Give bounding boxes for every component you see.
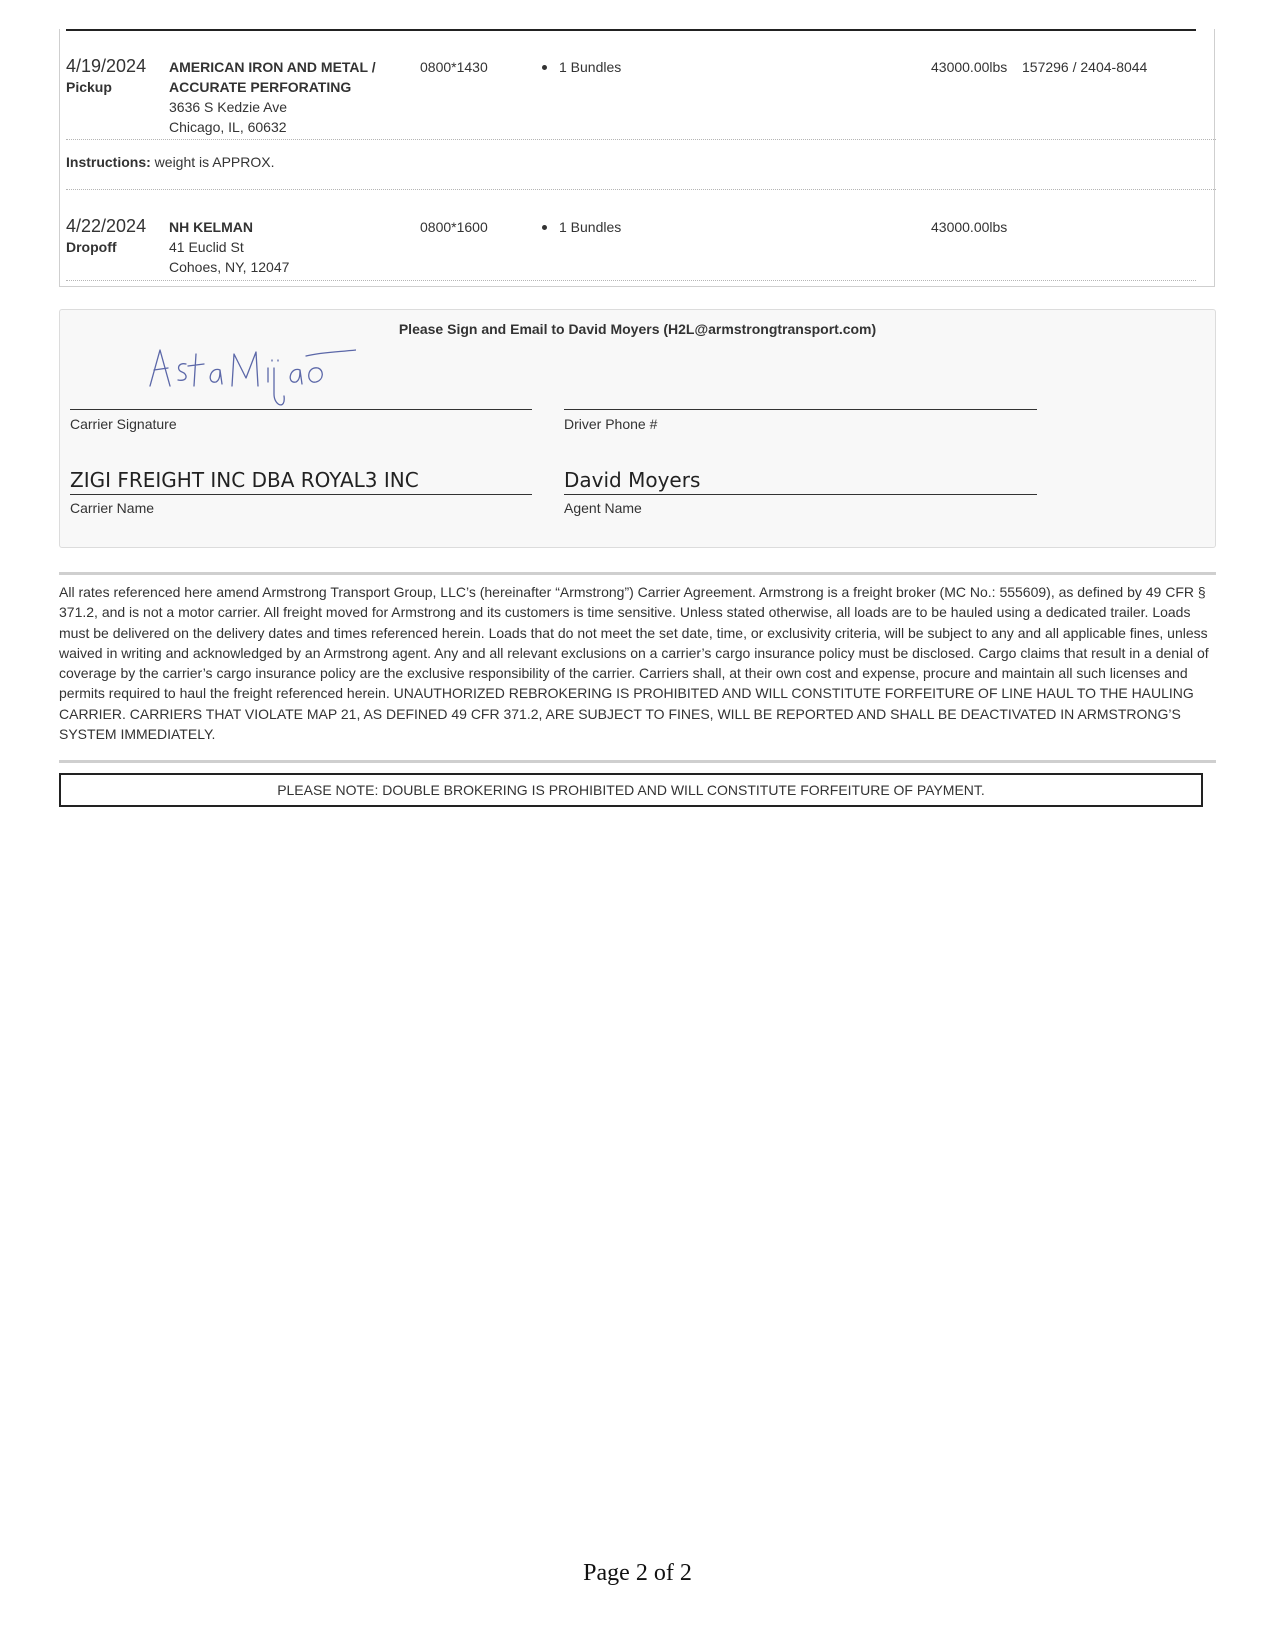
- instructions-text: weight is APPROX.: [150, 154, 275, 170]
- terms-top-rule: [59, 572, 1216, 575]
- signature-heading: Please Sign and Email to David Moyers (H2L@armstrongtransport.com): [398, 321, 877, 337]
- stop-facility-name-line-1: AMERICAN IRON AND METAL /: [169, 59, 376, 75]
- handwritten-signature: [146, 346, 356, 424]
- carrier-name-label: Carrier Name: [70, 500, 155, 516]
- stop-item: [542, 57, 621, 77]
- terms-paragraph: All rates referenced here amend Armstrong Transport Group, LLC’s (hereinafter “Armstrong”) Carrier Agreement. Armstrong is a freight broker (MC No.: 555609), as defined by 49 CFR § 371.2, and is not a motor carrier. All freight moved for Armstrong and its customers is time sensitive. Unless stated otherwise, all loads are to be hauled using a dedicated trailer. Loads must be delivered on the delivery dates and times referenced herein. Loads that do not meet the set date, time, or exclusivity criteria, will be subject to any and all applicable fines, unless waived in writing and acknowledged by an Armstrong agent. Any and all relevant exclusions on a carrier’s cargo insurance policy must be disclosed. Cargo claims that result in a denial of coverage by the carrier’s cargo insurance policy are the exclusive responsibility of the carrier. Carriers shall, at their own cost and expense, procure and maintain all such licenses and permits required to haul the freight referenced herein. UNAUTHORIZED REBROKERING IS PROHIBITED AND WILL CONSTITUTE FORFEITURE OF LINE HAUL TO THE HAULING CARRIER. CARRIERS THAT VIOLATE MAP 21, AS DEFINED 49 CFR 371.2, ARE SUBJECT TO FINES, WILL BE REPORTED AND SHALL BE DEACTIVATED IN ARMSTRONG’S SYSTEM IMMEDIATELY.: [59, 584, 1209, 743]
- instructions: [66, 154, 275, 170]
- page-number: Page 2 of 2: [583, 1560, 692, 1586]
- double-brokering-note: PLEASE NOTE: DOUBLE BROKERING IS PROHIBITED AND WILL CONSTITUTE FORFEITURE OF PAYMENT.: [59, 773, 1203, 807]
- carrier-signature-label: Carrier Signature: [70, 416, 177, 432]
- stop-type: Dropoff: [66, 239, 117, 255]
- carrier-signature-line: [70, 409, 532, 410]
- stop-address-line-2: Chicago, IL, 60632: [169, 119, 287, 135]
- bullet-icon: [542, 65, 547, 70]
- stop-reference: 157296 / 2404-8044: [1022, 59, 1148, 75]
- terms-bottom-rule: [59, 760, 1216, 763]
- bullet-icon: [542, 225, 547, 230]
- stop-date: 4/22/2024: [66, 216, 147, 236]
- stop-time-window: 0800*1600: [420, 219, 488, 235]
- stop-date: 4/19/2024: [66, 56, 147, 76]
- stop-weight: 43000.00lbs: [931, 59, 1008, 75]
- stop-item-text: 1 Bundles: [559, 59, 622, 75]
- stop-address-line-2: Cohoes, NY, 12047: [169, 259, 290, 275]
- stop-facility-name-line-2: ACCURATE PERFORATING: [169, 79, 352, 95]
- stop-address-line-1: 41 Euclid St: [169, 239, 244, 255]
- instructions-label: Instructions:: [66, 154, 151, 170]
- carrier-name-line: [70, 494, 532, 495]
- stop-type: Pickup: [66, 79, 112, 95]
- row-divider: [66, 189, 1216, 190]
- agent-name-line: [564, 494, 1037, 495]
- agent-name-value[interactable]: David Moyers: [564, 468, 701, 492]
- stop-weight: 43000.00lbs: [931, 219, 1008, 235]
- agent-name-label: Agent Name: [564, 500, 642, 516]
- stop-item: [542, 217, 621, 237]
- carrier-name-value[interactable]: ZIGI FREIGHT INC DBA ROYAL3 INC: [70, 468, 419, 492]
- driver-phone-label: Driver Phone #: [564, 416, 658, 432]
- row-divider: [66, 280, 1196, 281]
- stop-item-text: 1 Bundles: [559, 219, 622, 235]
- row-divider: [66, 139, 1216, 140]
- stop-time-window: 0800*1430: [420, 59, 488, 75]
- table-top-rule: [66, 29, 1196, 31]
- stop-facility-name-line-1: NH KELMAN: [169, 219, 253, 235]
- signature-section: [59, 309, 1216, 548]
- stops-table: [59, 29, 1215, 287]
- driver-phone-line: [564, 409, 1037, 410]
- stop-address-line-1: 3636 S Kedzie Ave: [169, 99, 288, 115]
